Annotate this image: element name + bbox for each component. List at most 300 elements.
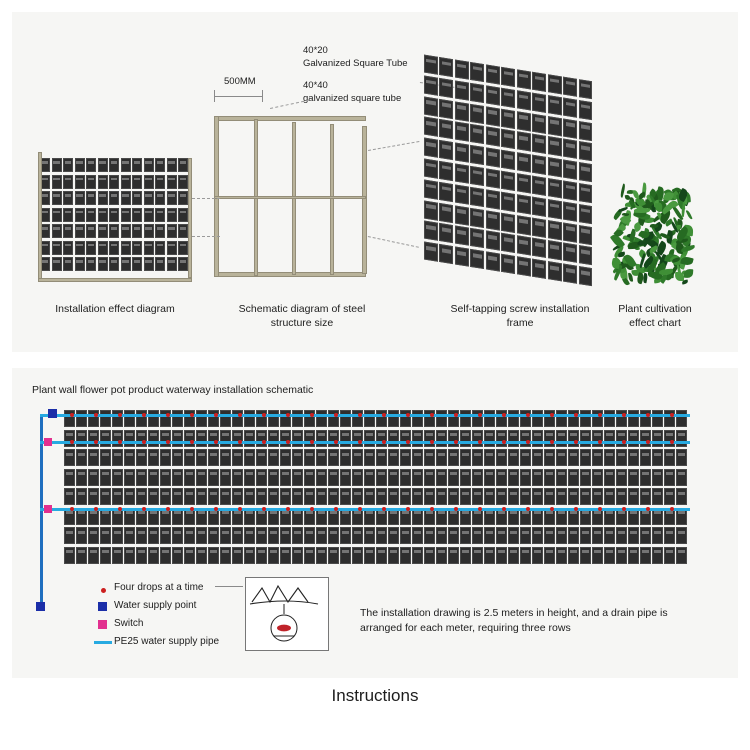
plant-pot bbox=[196, 410, 207, 427]
plant-pot bbox=[86, 224, 96, 238]
plant-pot bbox=[424, 488, 435, 505]
plant-pot bbox=[486, 189, 500, 209]
plant-pot bbox=[520, 449, 531, 466]
plant-pot bbox=[579, 183, 593, 203]
plant-pot bbox=[178, 158, 188, 172]
plant-pot bbox=[63, 241, 73, 255]
plant-pot bbox=[424, 527, 435, 544]
plant-pot bbox=[676, 449, 687, 466]
plant-pot bbox=[424, 179, 438, 199]
plant-pot bbox=[628, 527, 639, 544]
drip-point bbox=[70, 413, 74, 417]
plant-pot bbox=[132, 224, 142, 238]
plant-pot bbox=[63, 257, 73, 271]
drip-point bbox=[310, 413, 314, 417]
plant-pot bbox=[640, 547, 651, 564]
plant-pot bbox=[220, 527, 231, 544]
plant-pot bbox=[124, 410, 135, 427]
plant-pot bbox=[616, 469, 627, 486]
plant-pot bbox=[460, 449, 471, 466]
legend-label-four-drops: Four drops at a time bbox=[114, 582, 204, 593]
plant-pot bbox=[424, 55, 438, 75]
drip-point bbox=[382, 413, 386, 417]
water-supply-point-top bbox=[48, 409, 57, 418]
plant-pot bbox=[520, 527, 531, 544]
plant-pot bbox=[304, 547, 315, 564]
plant-pot bbox=[76, 410, 87, 427]
drip-point bbox=[166, 507, 170, 511]
plant-pot bbox=[75, 191, 85, 205]
plant-pot bbox=[455, 184, 469, 204]
plant-pot bbox=[148, 449, 159, 466]
plant-pot bbox=[455, 205, 469, 225]
plant-pot bbox=[439, 140, 453, 160]
plant-pot bbox=[460, 527, 471, 544]
plant-pot bbox=[517, 215, 531, 235]
plant-pot bbox=[400, 449, 411, 466]
plant-pot bbox=[121, 257, 131, 271]
plant-pot bbox=[148, 547, 159, 564]
plant-pot bbox=[167, 158, 177, 172]
plant-pot bbox=[508, 410, 519, 427]
waterway-pot-wall bbox=[64, 410, 690, 576]
plant-pot bbox=[220, 469, 231, 486]
plant-pot bbox=[532, 113, 546, 133]
plant-pot bbox=[400, 547, 411, 564]
plant-pot bbox=[676, 488, 687, 505]
plant-pot bbox=[580, 547, 591, 564]
plant-pot bbox=[316, 527, 327, 544]
plant-pot bbox=[232, 547, 243, 564]
plant-pot bbox=[244, 449, 255, 466]
leaf bbox=[684, 268, 694, 277]
plant-pot bbox=[676, 469, 687, 486]
plant-pot bbox=[496, 469, 507, 486]
drip-point bbox=[670, 440, 674, 444]
plant-pot bbox=[604, 488, 615, 505]
drip-point bbox=[646, 507, 650, 511]
plant-pot bbox=[556, 410, 567, 427]
connector-dash-1 bbox=[192, 198, 220, 199]
plant-pot bbox=[121, 208, 131, 222]
pot-row bbox=[40, 208, 190, 222]
plant-pot bbox=[486, 168, 500, 188]
label-4040-line2: galvanized square tube bbox=[303, 93, 402, 104]
plant-pot bbox=[376, 488, 387, 505]
plant-pot bbox=[563, 118, 577, 138]
plant-pot bbox=[304, 488, 315, 505]
plant-pot bbox=[388, 449, 399, 466]
plant-pot bbox=[579, 162, 593, 182]
plant-pot bbox=[144, 158, 154, 172]
plant-pot bbox=[172, 527, 183, 544]
plant-pot bbox=[208, 469, 219, 486]
plant-pot bbox=[244, 410, 255, 427]
footer-title: Instructions bbox=[331, 686, 419, 705]
plant-pot bbox=[676, 410, 687, 427]
plant-pot bbox=[563, 222, 577, 242]
drip-point bbox=[406, 507, 410, 511]
plant-pot bbox=[532, 469, 543, 486]
plant-pot bbox=[580, 449, 591, 466]
plant-pot bbox=[568, 527, 579, 544]
caption-steel-structure: Schematic diagram of steel structure size bbox=[238, 303, 366, 330]
drip-point bbox=[214, 440, 218, 444]
drip-point bbox=[190, 413, 194, 417]
plant-pot bbox=[544, 547, 555, 564]
leaf bbox=[682, 279, 689, 284]
plant-pot bbox=[160, 488, 171, 505]
plant-pot bbox=[136, 547, 147, 564]
plant-pot bbox=[412, 488, 423, 505]
plant-pot bbox=[292, 410, 303, 427]
plant-pot bbox=[470, 124, 484, 144]
drip-point bbox=[382, 507, 386, 511]
plant-pot bbox=[160, 527, 171, 544]
plant-pot bbox=[340, 469, 351, 486]
plant-pot bbox=[628, 488, 639, 505]
plant-pot bbox=[616, 527, 627, 544]
plant-pot bbox=[112, 547, 123, 564]
install-wall-frame-bottom bbox=[38, 278, 192, 282]
plant-pot bbox=[496, 488, 507, 505]
drip-point bbox=[166, 413, 170, 417]
plant-pot bbox=[136, 527, 147, 544]
plant-pot bbox=[352, 469, 363, 486]
plant-pot bbox=[579, 141, 593, 161]
plant-pot bbox=[548, 95, 562, 115]
pot-row bbox=[40, 257, 190, 271]
plant-pot bbox=[548, 240, 562, 260]
plant-pot bbox=[501, 150, 515, 170]
plant-pot bbox=[100, 469, 111, 486]
plant-pot bbox=[98, 191, 108, 205]
plant-pot bbox=[316, 410, 327, 427]
plant-pot bbox=[232, 449, 243, 466]
plant-pot bbox=[517, 111, 531, 131]
plant-pot bbox=[280, 527, 291, 544]
plant-pot bbox=[196, 547, 207, 564]
plant-pot bbox=[664, 547, 675, 564]
plant-pot bbox=[424, 469, 435, 486]
plant-pot bbox=[244, 488, 255, 505]
pot-row bbox=[64, 469, 690, 486]
plant-pot bbox=[88, 449, 99, 466]
plant-pot bbox=[316, 488, 327, 505]
plant-pot bbox=[52, 191, 62, 205]
plant-pot bbox=[208, 547, 219, 564]
plant-pot bbox=[124, 449, 135, 466]
plant-pot bbox=[652, 449, 663, 466]
plant-pot bbox=[268, 488, 279, 505]
switch-marker-2 bbox=[44, 505, 52, 513]
plant-pot bbox=[400, 469, 411, 486]
plant-pot bbox=[616, 488, 627, 505]
plant-pot bbox=[132, 208, 142, 222]
plant-pot bbox=[52, 224, 62, 238]
plant-pot bbox=[592, 488, 603, 505]
plant-pot bbox=[167, 175, 177, 189]
plant-pot bbox=[388, 488, 399, 505]
plant-pot bbox=[208, 488, 219, 505]
plant-pot bbox=[501, 67, 515, 87]
drip-detail-box bbox=[245, 577, 329, 651]
plant-pot bbox=[364, 410, 375, 427]
plant-pot bbox=[280, 469, 291, 486]
plant-pot bbox=[439, 78, 453, 98]
plant-pot bbox=[508, 469, 519, 486]
plant-pot bbox=[88, 527, 99, 544]
plant-pot bbox=[109, 257, 119, 271]
plant-pot bbox=[100, 488, 111, 505]
plant-pot bbox=[167, 257, 177, 271]
plant-pot bbox=[172, 410, 183, 427]
plant-pot bbox=[98, 208, 108, 222]
plant-pot bbox=[86, 257, 96, 271]
install-wall-frame-left bbox=[38, 152, 42, 282]
plant-pot bbox=[472, 527, 483, 544]
plant-pot bbox=[132, 175, 142, 189]
plant-pot bbox=[64, 488, 75, 505]
plant-pot bbox=[268, 547, 279, 564]
plant-pot bbox=[517, 256, 531, 276]
plant-pot bbox=[64, 469, 75, 486]
plant-pot bbox=[280, 547, 291, 564]
plant-pot bbox=[100, 449, 111, 466]
plant-pot bbox=[340, 547, 351, 564]
plant-pot bbox=[455, 247, 469, 267]
plant-pot bbox=[155, 158, 165, 172]
plant-pot bbox=[548, 199, 562, 219]
plant-pot bbox=[304, 469, 315, 486]
drip-point bbox=[550, 413, 554, 417]
plant-pot bbox=[616, 449, 627, 466]
plant-pot bbox=[532, 155, 546, 175]
plant-pot bbox=[508, 547, 519, 564]
plant-pot bbox=[109, 158, 119, 172]
plant-pot bbox=[112, 469, 123, 486]
drip-point bbox=[646, 413, 650, 417]
plant-pot bbox=[424, 242, 438, 262]
plant-pot bbox=[544, 449, 555, 466]
drip-point bbox=[382, 440, 386, 444]
drip-point bbox=[574, 440, 578, 444]
plant-pot bbox=[436, 449, 447, 466]
plant-pot bbox=[548, 157, 562, 177]
plant-pot bbox=[292, 469, 303, 486]
drip-point bbox=[526, 440, 530, 444]
plant-pot bbox=[424, 138, 438, 158]
plant-pot bbox=[132, 191, 142, 205]
plant-pot bbox=[316, 469, 327, 486]
plant-pot bbox=[155, 224, 165, 238]
drip-point bbox=[502, 507, 506, 511]
plant-pot bbox=[52, 257, 62, 271]
plant-pot bbox=[544, 527, 555, 544]
dimension-line-500mm bbox=[214, 96, 262, 97]
plant-pot bbox=[470, 145, 484, 165]
plant-pot bbox=[568, 469, 579, 486]
plant-pot bbox=[486, 106, 500, 126]
drip-point bbox=[142, 440, 146, 444]
plant-pot bbox=[563, 264, 577, 284]
pot-row bbox=[40, 224, 190, 238]
pot-row bbox=[64, 449, 690, 466]
drip-point bbox=[334, 440, 338, 444]
plant-pot bbox=[455, 122, 469, 142]
plant-pot bbox=[501, 192, 515, 212]
plant-pot bbox=[517, 132, 531, 152]
pot-row bbox=[64, 410, 690, 427]
drip-point bbox=[622, 440, 626, 444]
plant-pot bbox=[520, 547, 531, 564]
plant-pot bbox=[352, 449, 363, 466]
legend-label-switch: Switch bbox=[114, 618, 144, 629]
plant-pot bbox=[628, 449, 639, 466]
plant-pot bbox=[52, 175, 62, 189]
drip-point bbox=[334, 413, 338, 417]
plant-pot bbox=[144, 257, 154, 271]
drip-point bbox=[454, 440, 458, 444]
plant-pot bbox=[328, 527, 339, 544]
plant-pot bbox=[439, 244, 453, 264]
dimension-tick-left bbox=[214, 90, 215, 102]
plant-pot bbox=[517, 90, 531, 110]
drip-point bbox=[214, 413, 218, 417]
plant-pot bbox=[256, 527, 267, 544]
drip-point bbox=[526, 413, 530, 417]
pot-row bbox=[64, 547, 690, 564]
plant-pot bbox=[517, 194, 531, 214]
drip-point bbox=[550, 507, 554, 511]
plant-pot bbox=[364, 469, 375, 486]
plant-pot bbox=[436, 547, 447, 564]
plant-pot bbox=[439, 203, 453, 223]
plant-pot bbox=[455, 101, 469, 121]
plant-pot bbox=[548, 220, 562, 240]
plant-pot bbox=[579, 79, 593, 99]
pot-row bbox=[40, 158, 190, 172]
plant-pot bbox=[64, 547, 75, 564]
plant-pot bbox=[121, 175, 131, 189]
plant-pot bbox=[484, 527, 495, 544]
plant-pot bbox=[460, 469, 471, 486]
connector-dash-2 bbox=[192, 236, 220, 237]
plant-pot bbox=[148, 488, 159, 505]
plant-pot bbox=[109, 208, 119, 222]
plant-pot bbox=[86, 158, 96, 172]
legend-line-pipe bbox=[94, 641, 112, 644]
plant-pot bbox=[532, 92, 546, 112]
drip-point bbox=[118, 440, 122, 444]
plant-pot bbox=[256, 469, 267, 486]
plant-pot bbox=[244, 469, 255, 486]
drip-point bbox=[502, 413, 506, 417]
plant-pot bbox=[160, 547, 171, 564]
plant-pot bbox=[244, 527, 255, 544]
plant-pot bbox=[424, 547, 435, 564]
label-500mm: 500MM bbox=[224, 76, 256, 87]
plant-pot bbox=[98, 224, 108, 238]
plant-pot bbox=[556, 469, 567, 486]
plant-pot bbox=[412, 469, 423, 486]
plant-pot bbox=[100, 547, 111, 564]
plant-pot bbox=[548, 261, 562, 281]
plant-pot bbox=[232, 527, 243, 544]
plant-pot bbox=[88, 488, 99, 505]
plant-pot bbox=[628, 547, 639, 564]
drip-point bbox=[190, 507, 194, 511]
plant-pot bbox=[424, 75, 438, 95]
drip-point bbox=[478, 413, 482, 417]
drip-point bbox=[94, 507, 98, 511]
plant-pot bbox=[496, 527, 507, 544]
plant-pot bbox=[256, 488, 267, 505]
plant-pot bbox=[172, 488, 183, 505]
plant-pot bbox=[124, 488, 135, 505]
plant-pot bbox=[155, 257, 165, 271]
plant-pot bbox=[144, 241, 154, 255]
plant-pot bbox=[563, 243, 577, 263]
plant-pot bbox=[76, 488, 87, 505]
plant-pot bbox=[144, 191, 154, 205]
plant-pot bbox=[616, 547, 627, 564]
plant-pot bbox=[604, 547, 615, 564]
plant-pot bbox=[455, 59, 469, 79]
drip-point bbox=[574, 507, 578, 511]
drip-point bbox=[430, 507, 434, 511]
plant-pot bbox=[470, 249, 484, 269]
plant-pot bbox=[184, 488, 195, 505]
plant-pot bbox=[400, 488, 411, 505]
plant-pot bbox=[652, 547, 663, 564]
plant-pot bbox=[208, 449, 219, 466]
plant-pot bbox=[63, 224, 73, 238]
plant-pot bbox=[155, 241, 165, 255]
plant-pot bbox=[472, 469, 483, 486]
plant-pot bbox=[178, 224, 188, 238]
drip-point bbox=[406, 440, 410, 444]
plant-pot bbox=[121, 191, 131, 205]
plant-pot bbox=[455, 80, 469, 100]
drip-point bbox=[262, 507, 266, 511]
plant-pot bbox=[109, 241, 119, 255]
plant-pot bbox=[508, 527, 519, 544]
plant-pot bbox=[544, 488, 555, 505]
leaf bbox=[685, 209, 692, 219]
plant-pot bbox=[328, 469, 339, 486]
plant-pot bbox=[556, 547, 567, 564]
drip-point bbox=[190, 440, 194, 444]
plant-pot bbox=[304, 527, 315, 544]
water-supply-point-bottom bbox=[36, 602, 45, 611]
plant-pot bbox=[548, 178, 562, 198]
plant-pot bbox=[244, 547, 255, 564]
drip-point bbox=[358, 440, 362, 444]
plant-pot bbox=[178, 241, 188, 255]
plant-pot bbox=[220, 449, 231, 466]
drip-point bbox=[622, 507, 626, 511]
plant-pot bbox=[472, 449, 483, 466]
drip-point bbox=[166, 440, 170, 444]
plant-pot bbox=[486, 210, 500, 230]
plant-pot bbox=[501, 171, 515, 191]
plant-pot bbox=[167, 208, 177, 222]
plant-pot bbox=[486, 64, 500, 84]
leaf bbox=[681, 202, 686, 217]
label-4020-line2: Galvanized Square Tube bbox=[303, 58, 408, 69]
plant-pot bbox=[455, 163, 469, 183]
